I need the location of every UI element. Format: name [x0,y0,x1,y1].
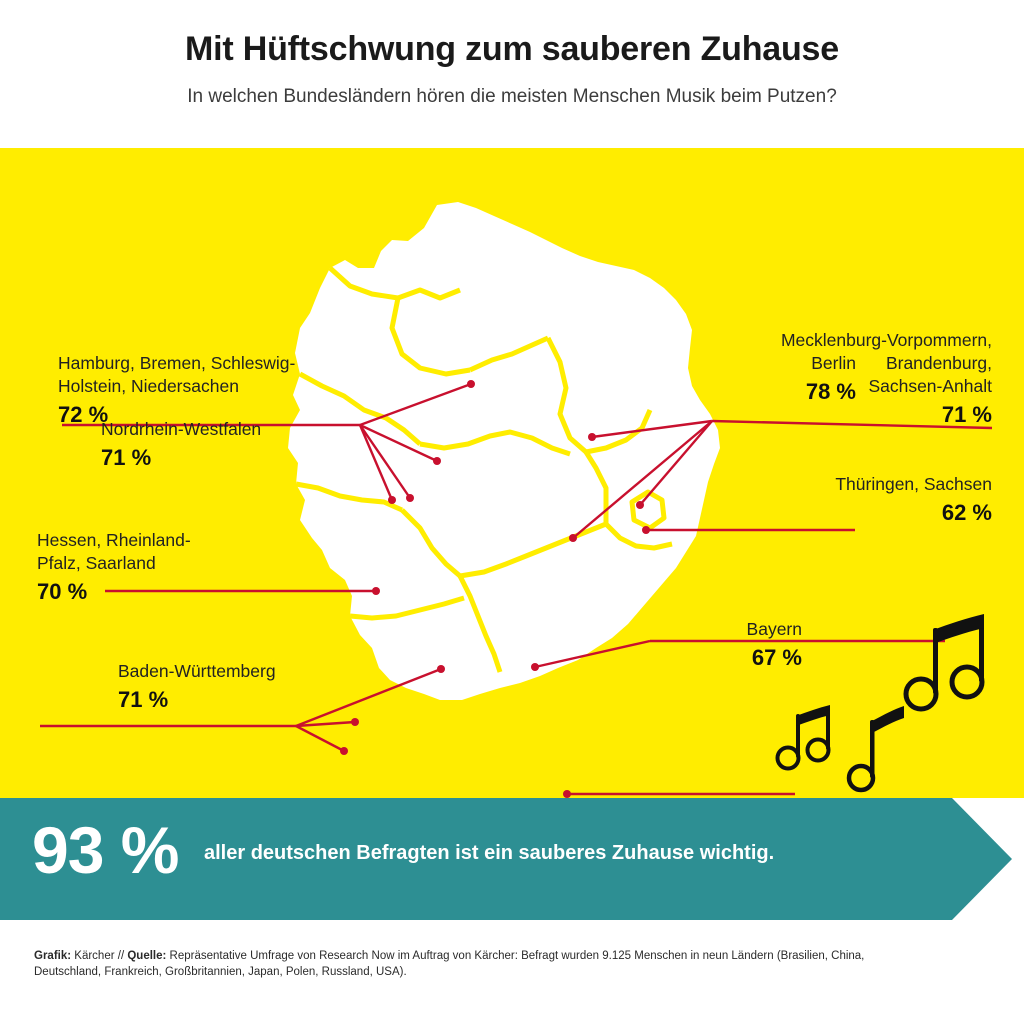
footer-graphic-value: Kärcher // [74,950,125,962]
footer-source-label: Quelle: [127,950,167,962]
annotation-value: 70 % [37,579,88,604]
annotation-value: 62 % [941,500,992,525]
annotation-label-line2: Holstein, Niedersachen [58,376,239,396]
annotation-label-line1: Mecklenburg-Vorpommern, [780,330,992,350]
annotation-label-line2: Brandenburg, [885,353,992,373]
annotation-label-line1: Hamburg, Bremen, Schleswig- [58,353,296,373]
annotation-value: 78 % [805,379,856,404]
annotation-bayern [502,618,802,671]
annotation-nrw [101,418,261,471]
annotation-value: 72 % [58,402,109,427]
annotation-baden-wuerttemberg [118,660,276,713]
banner-percent: 93 % [32,813,179,887]
annotation-label-line2: Pfalz, Saarland [37,553,156,573]
footer-graphic-label: Grafik: [34,950,72,962]
header [0,0,1024,148]
map-panel [0,148,1024,798]
annotation-thueringen-sachsen [632,473,992,526]
annotation-hessen-rlp-saarland [37,529,191,605]
page-subtitle: In welchen Bundesländern hören die meisten Menschen Musik beim Putzen? [187,86,837,107]
annotation-label-line1: Baden-Württemberg [118,661,276,681]
annotation-label-line1: Bayern [746,619,802,639]
annotation-value: 71 % [118,687,169,712]
annotation-label-line1: Nordrhein-Westfalen [101,419,262,439]
annotation-label-line1: Hessen, Rheinland- [37,530,191,550]
footer-source [34,948,934,980]
annotation-value: 71 % [101,445,152,470]
annotation-label-line1: Thüringen, Sachsen [835,474,992,494]
footer-source-value: Repräsentative Umfrage von Research Now im Auftrag von Kärcher: Befragt wurden 9.125 Menschen in neun Ländern (Brasilien, China, Deutschland, Frankreich, Großbritannien, Japan, Polen, Russland, USA). [34,950,865,978]
highlight-banner [0,798,1024,920]
banner-statement: aller deutschen Befragten ist ein sauberes Zuhause wichtig. [204,842,775,864]
annotation-north-west [58,352,295,428]
annotation-berlin [556,352,856,405]
annotation-value: 71 % [941,402,992,427]
annotation-label-line3: Sachsen-Anhalt [868,376,992,396]
annotation-value: 67 % [751,645,802,670]
footer [0,920,1024,1024]
annotation-label-line1: Berlin [811,353,856,373]
page-title: Mit Hüftschwung zum sauberen Zuhause [185,30,839,68]
